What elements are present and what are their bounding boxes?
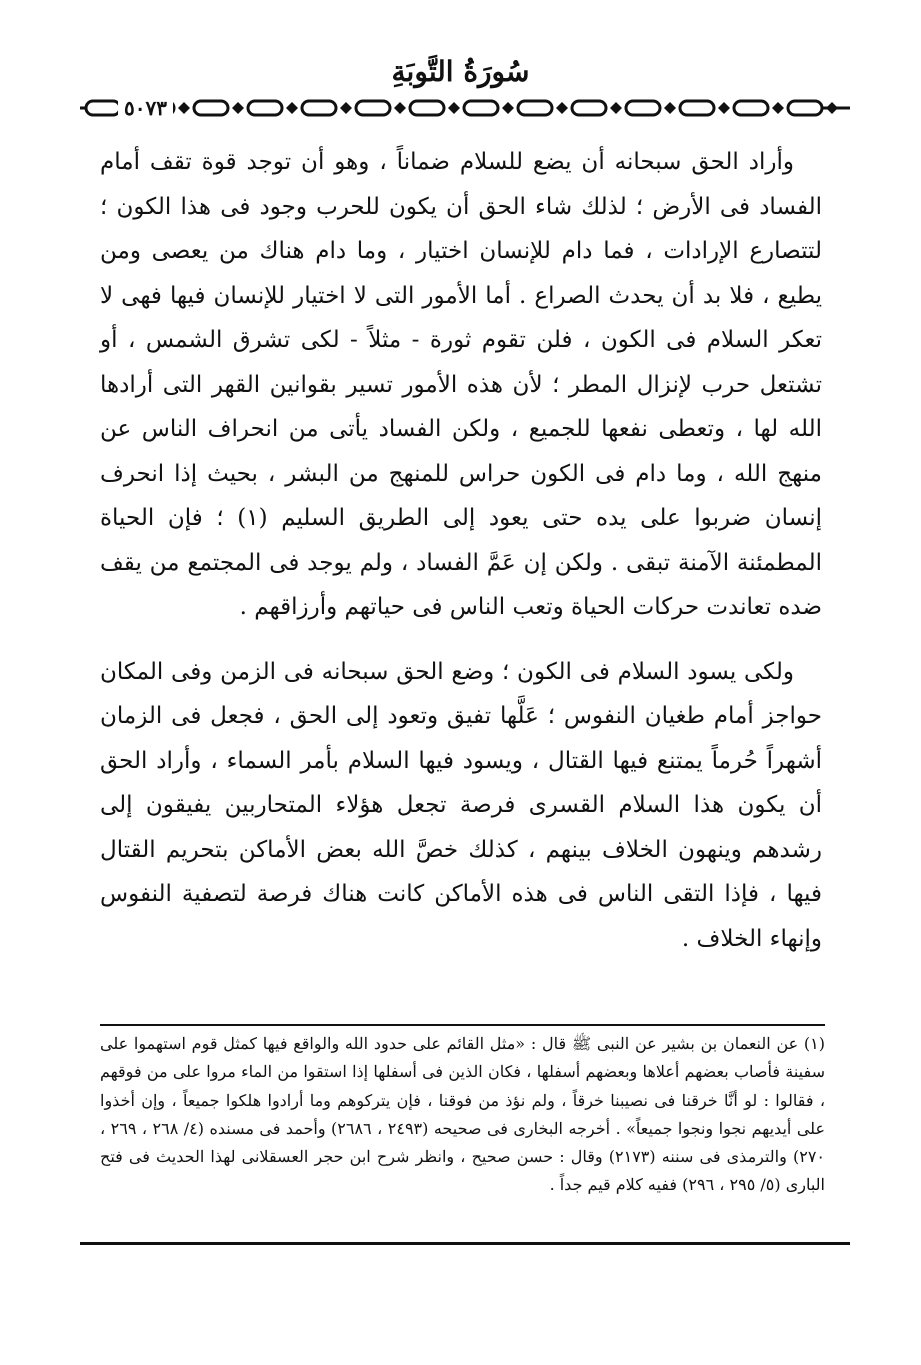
- body-text: [100, 140, 822, 961]
- paragraph-1: وأراد الحق سبحانه أن يضع للسلام ضماناً ، وهو أن توجد قوة تقف أمام الفساد فى الأرض ؛ لذلك شاء الحق أن يكون للحرب وجود فى هذا الكون ؛ لتتصارع الإرادات ، فما دام للإنسان اختيار ، وما دام هناك من يعصى ومن يطيع ، فلا بد أن يحدث الصراع . أما الأمور التى لا اختيار للإنسان فيها فهى لا تعكر السلام فى الكون ، فلن تقوم ثورة - مثلاً - لكى تشرق الشمس ، أو تشتعل حرب لإنزال المطر ؛ لأن هذه الأمور تسير بقوانين القهر التى أرادها الله لها ، وتعطى نفعها للجميع ، ولكن الفساد يأتى من انحراف الناس عن منهج الله ، وما دام فى الكون حراس للمنهج من البشر ، بحيث إذا انحرف إنسان ضربوا على يده حتى يعود إلى الطريق السليم (١) ؛ فإن الحياة المطمئنة الآمنة تبقى . ولكن إن عَمَّ الفساد ، ولم يوجد فى المجتمع من يقف ضده تعاندت حركات الحياة وتعب الناس فى حياتهم وأرزاقهم .: [100, 149, 822, 620]
- page-bottom-divider: [80, 1242, 850, 1245]
- footnote-1: (١) عن النعمان بن بشير عن النبى ﷺ قال : «مثل القائم على حدود الله والواقع فيها كمثل قوم استهموا على سفينة فأصاب بعضهم أعلاها وبعضهم أسفلها ، فكان الذين فى أسفلها إذا استقوا من الماء مروا على من فوقهم ، فقالوا : لو أنَّا خرقنا فى نصيبنا خرقاً ، ولم نؤذ من فوقنا ، فإن يتركوهم وما أرادوا هلكوا جميعاً ، وإن أخذوا على أيديهم نجوا ونجوا جميعاً» . أخرجه البخارى فى صحيحه (٢٤٩٣ ، ٢٦٨٦) وأحمد فى مسنده (٤/ ٢٦٨ ، ٢٦٩ ، ٢٧٠) والترمذى فى سننه (٢١٧٣) وقال : حسن صحيح ، وانظر شرح ابن حجر العسقلانى لهذا الحديث فى فتح البارى (٥/ ٢٩٥ ، ٢٩٦) ففيه كلام قيم جداً .: [100, 1034, 825, 1195]
- page-number: ٥٠٧٣: [118, 96, 173, 120]
- footnote-divider: [100, 1024, 825, 1026]
- surah-title: سُورَةُ التَّوبَةِ: [391, 55, 530, 88]
- paragraph-2: ولكى يسود السلام فى الكون ؛ وضع الحق سبحانه فى الزمن وفى المكان حواجز أمام طغيان النفوس ؛ عَلَّها تفيق وتعود إلى الحق ، فجعل فى الزمان أشهراً حُرماً يمتنع فيها القتال ، ويسود فيها السلام بأمر السماء ، وأراد الحق أن يكون هذا السلام القسرى فرصة تجعل هؤلاء المتحاربين يفيقون إلى رشدهم وينهون الخلاف بينهم ، كذلك خصَّ الله بعض الأماكن بتحريم القتال فيها ، فإذا التقى الناس فى هذه الأماكن كانت هناك فرصة لتصفية النفوس وإنهاء الخلاف .: [100, 658, 822, 952]
- ornament-chain-icon: [80, 96, 850, 120]
- header-ornament-band: [80, 96, 850, 120]
- footnotes: [100, 1030, 825, 1200]
